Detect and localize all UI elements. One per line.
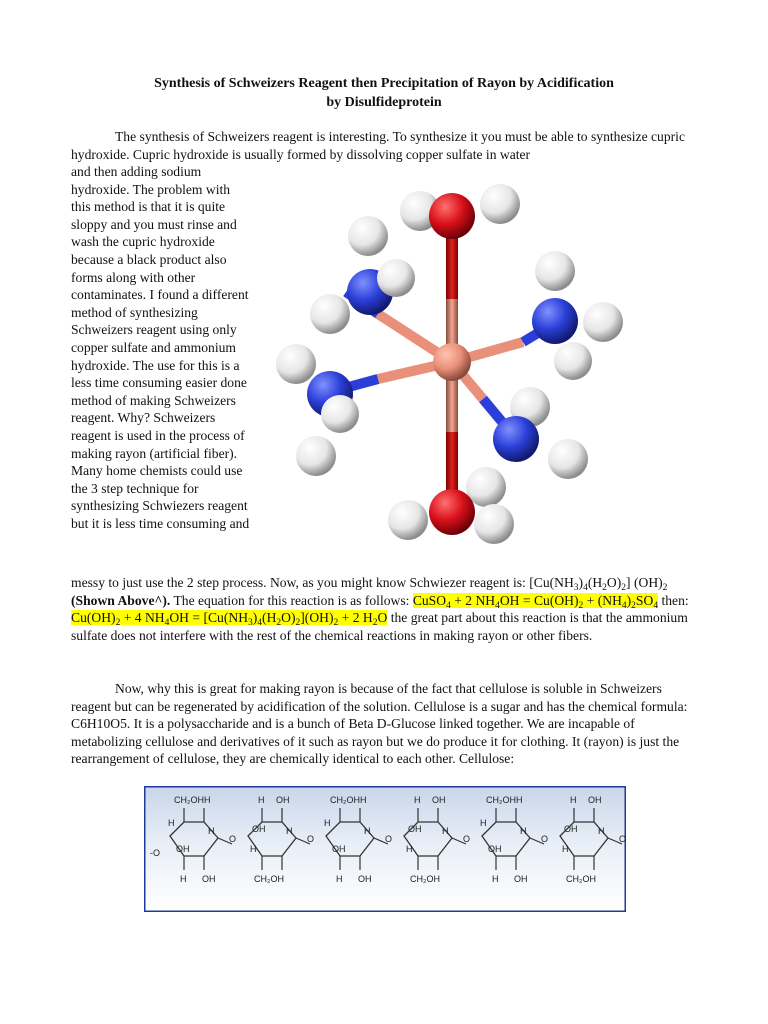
oh-label: OH bbox=[276, 795, 290, 805]
ch2oh-label: CH₂OH bbox=[330, 795, 360, 805]
oh-label: OH bbox=[432, 795, 446, 805]
ch2oh-label: CH₂OH bbox=[254, 874, 284, 884]
ch2oh-label: CH₂OH bbox=[566, 874, 596, 884]
h-label: H bbox=[324, 818, 331, 828]
paragraph-left-column: and then adding sodium hydroxide. The problem with this method is that it is quite sloppy and you must rinse and wash the cupric hydroxide because a black product also forms along with other contaminates. I found a different method of synthesizing Schweizers reagent using only copper sulfate and ammonium hydroxide. The use for this is a less time consuming easier done method of making Schweizers reagent. Why? Schweizers reagent is used in the process of making rayon (artificial fiber). Many home chemists could use the 3 step technique for synthesizing Schwiezers reagent but it is less time consuming and bbox=[71, 164, 250, 531]
paragraph-cellulose-text: Now, why this is great for making rayon is because of the fact that cellulose is soluble in Schweizers reagent but can be regenerated by acidification of the solution. Cellulose is a sugar and has the chemical formula: C6H10O5. It is a polysaccharide and is a bunch of Beta D-Glucose linked together. We are incapable of metabolizing cellulose and derivatives of it such as rayon but we do produce it for clothing. It (rayon) is just the rearrangement of cellulose, they are chemically identical to each other. Cellulose: bbox=[71, 681, 688, 767]
h-label: H bbox=[520, 826, 527, 836]
h-label: H bbox=[492, 874, 499, 884]
h-label: H bbox=[570, 795, 577, 805]
h-label: H bbox=[406, 844, 413, 854]
schweizer-reagent-molecule-illustration bbox=[268, 174, 630, 552]
ch2oh-label: CH₂OH bbox=[486, 795, 516, 805]
equation-1-highlight: CuSO$_4$ + 2 $NH_4OH = Cu(OH)_2 + (NH_4)_2SO_4$ bbox=[412, 592, 659, 611]
oh-label: OH bbox=[488, 844, 502, 854]
h-label: H bbox=[480, 818, 487, 828]
schweizer-formula: $[Cu(NH_3)_4(H_2O)_2]$ $(OH)_2$ bbox=[529, 575, 668, 593]
h-label: H bbox=[250, 844, 257, 854]
oh-label: OH bbox=[588, 795, 602, 805]
h-label: H bbox=[336, 874, 343, 884]
paragraph-cellulose bbox=[71, 680, 696, 768]
o-label: O bbox=[229, 834, 237, 844]
o-label: O bbox=[541, 834, 549, 844]
h-label: H bbox=[360, 795, 367, 805]
oh-label: OH bbox=[358, 874, 372, 884]
oh-label: OH bbox=[564, 824, 578, 834]
h-label: H bbox=[208, 826, 215, 836]
oh-label: OH bbox=[202, 874, 216, 884]
oh-label: OH bbox=[514, 874, 528, 884]
h-label: H bbox=[442, 826, 449, 836]
shown-above-note: (Shown Above^). bbox=[71, 592, 171, 608]
o-label: O bbox=[463, 834, 471, 844]
oh-label: OH bbox=[252, 824, 266, 834]
ch2oh-label: CH₂OH bbox=[174, 795, 204, 805]
cellulose-structure-diagram bbox=[144, 786, 626, 912]
h-label: H bbox=[168, 818, 175, 828]
h-label: H bbox=[204, 795, 211, 805]
h-label: H bbox=[364, 826, 371, 836]
h-label: H bbox=[180, 874, 187, 884]
o-label: O bbox=[385, 834, 393, 844]
paragraph-equations: messy to just use the 2 step process. Now, as you might know Schwiezer reagent is: $[Cu(NH_3)_4(H_2O)_2]$ $(OH)_2$ (Shown Above^). The equation for this reaction is as follows: CuSO$_4$ + 2 $NH_4OH = Cu(OH)_2 + (NH_4)_2SO_4$ then: $Cu(OH)_2 + 4$ $NH_4OH = [Cu(NH_3)_4(H_2O)_2](OH)_2 + 2$ $H_2O$ the great part about this reaction is that the ammonium sulfate does not interfere with the rest of the chemical reactions in making rayon or other fibers. bbox=[71, 575, 689, 643]
h-label: H bbox=[414, 795, 421, 805]
o-label: -O bbox=[150, 848, 160, 858]
document-byline: by Disulfideprotein bbox=[326, 95, 442, 110]
o-label: O bbox=[619, 834, 626, 844]
paragraph-intro-text: The synthesis of Schweizers reagent is interesting. To synthesize it you must be able to synthesize cupric hydroxide. Cupric hydroxide is usually formed by dissolving copper sulfate in water bbox=[71, 129, 685, 162]
h-label: H bbox=[286, 826, 293, 836]
h-label: H bbox=[598, 826, 605, 836]
oh-label: OH bbox=[408, 824, 422, 834]
h-label: H bbox=[562, 844, 569, 854]
ch2oh-label: CH₂OH bbox=[410, 874, 440, 884]
oh-label: OH bbox=[332, 844, 346, 854]
o-label: O bbox=[307, 834, 315, 844]
oh-label: OH bbox=[176, 844, 190, 854]
document-title: Synthesis of Schweizers Reagent then Precipitation of Rayon by Acidification bbox=[154, 76, 614, 91]
equation-2-highlight: $Cu(OH)_2 + 4$ $NH_4OH = [Cu(NH_3)_4(H_2O)_2](OH)_2 + 2$ $H_2O$ bbox=[71, 610, 388, 629]
h-label: H bbox=[258, 795, 265, 805]
paragraph-intro bbox=[71, 128, 696, 163]
h-label: H bbox=[516, 795, 523, 805]
